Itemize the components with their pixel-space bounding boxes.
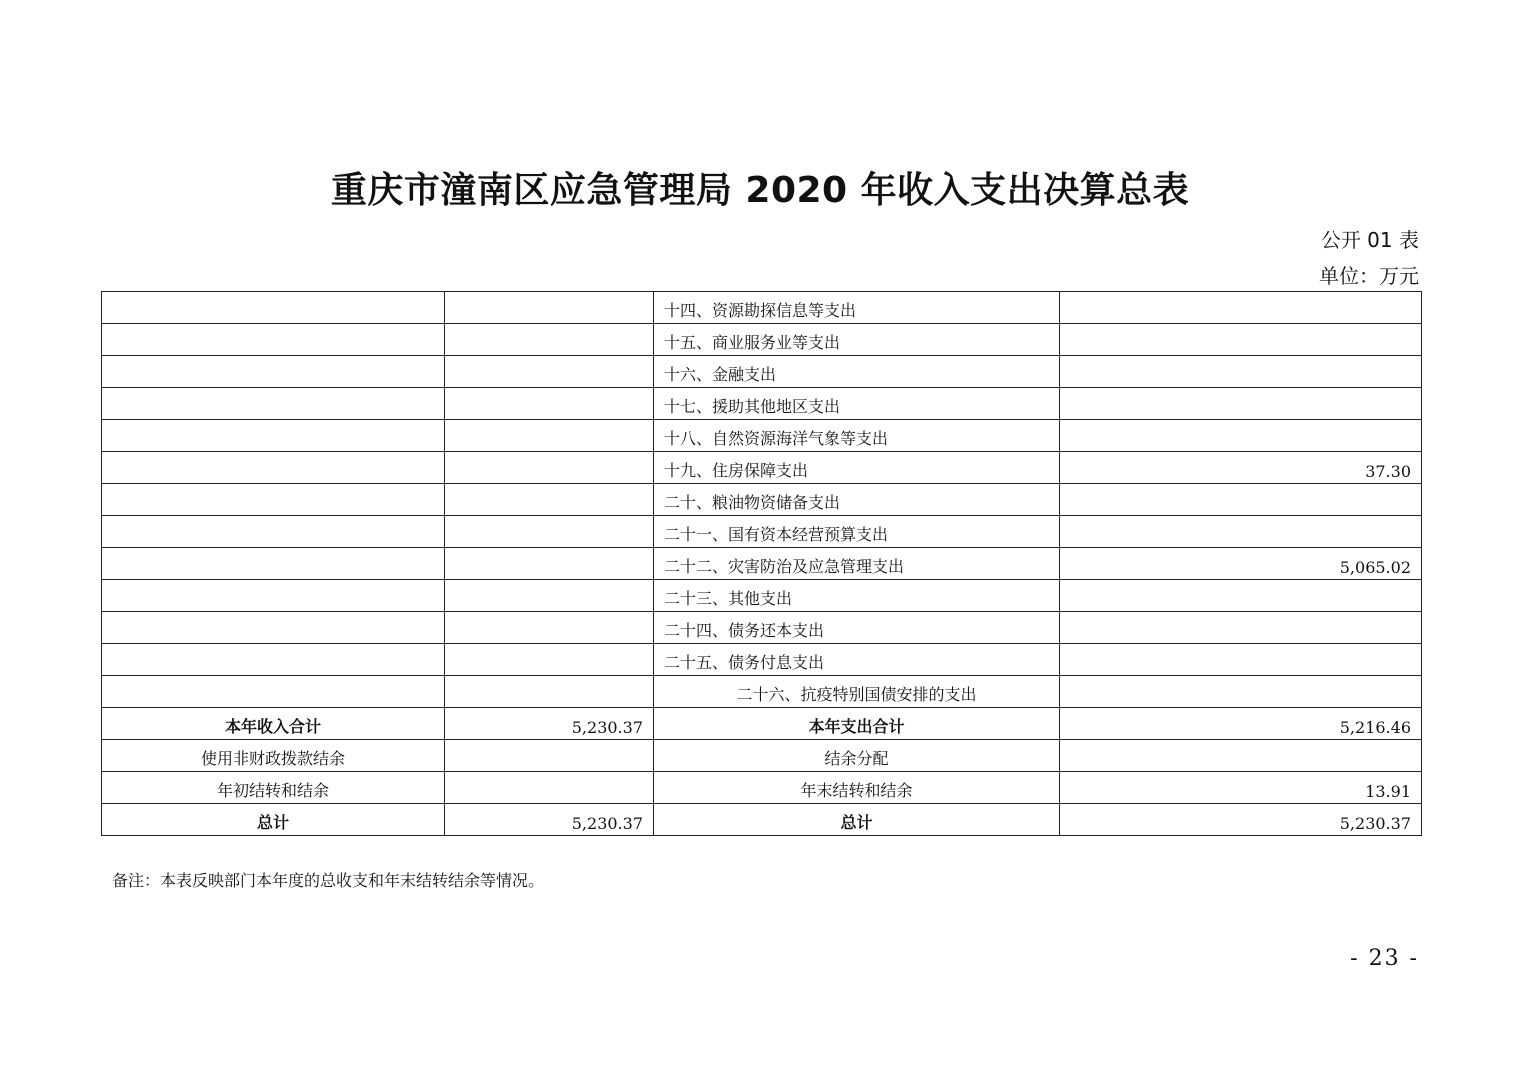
expense-item-cell: 十四、资源勘探信息等支出 <box>654 292 1060 324</box>
income-value-cell <box>445 516 654 548</box>
nonfiscal-value <box>445 740 654 772</box>
expense-value-cell <box>1060 644 1422 676</box>
expense-item-cell: 二十三、其他支出 <box>654 580 1060 612</box>
income-item-cell <box>102 644 445 676</box>
expense-item-cell: 十七、援助其他地区支出 <box>654 388 1060 420</box>
table-row <box>102 292 1422 324</box>
income-item-cell <box>102 356 445 388</box>
table-row <box>102 484 1422 516</box>
table-row <box>102 612 1422 644</box>
end-balance-value: 13.91 <box>1060 772 1422 804</box>
surplus-distribution-label: 结余分配 <box>654 740 1060 772</box>
expense-value-cell <box>1060 580 1422 612</box>
grand-total-right-label: 总计 <box>654 804 1060 836</box>
income-total-label: 本年收入合计 <box>102 708 445 740</box>
expense-item-cell: 二十、粮油物资储备支出 <box>654 484 1060 516</box>
table-row <box>102 388 1422 420</box>
income-value-cell <box>445 612 654 644</box>
expense-item-cell: 十九、住房保障支出 <box>654 452 1060 484</box>
expense-item-cell: 十六、金融支出 <box>654 356 1060 388</box>
page-title: 重庆市潼南区应急管理局 2020 年收入支出决算总表 <box>330 170 1190 211</box>
table-number: 公开 01 表 <box>1320 228 1419 252</box>
nonfiscal-label: 使用非财政拨款结余 <box>102 740 445 772</box>
table-row <box>102 580 1422 612</box>
grand-total-row <box>102 804 1422 836</box>
expense-item-cell: 二十二、灾害防治及应急管理支出 <box>654 548 1060 580</box>
table-row <box>102 356 1422 388</box>
expense-value-cell <box>1060 324 1422 356</box>
expense-value-cell <box>1060 516 1422 548</box>
income-item-cell <box>102 484 445 516</box>
surplus-distribution-value <box>1060 740 1422 772</box>
end-balance-label: 年末结转和结余 <box>654 772 1060 804</box>
table-row <box>102 548 1422 580</box>
table-row <box>102 324 1422 356</box>
expense-item-cell: 二十五、债务付息支出 <box>654 644 1060 676</box>
nonfiscal-surplus-row <box>102 740 1422 772</box>
expense-item-cell: 二十一、国有资本经营预算支出 <box>654 516 1060 548</box>
income-value-cell <box>445 484 654 516</box>
income-value-cell <box>445 292 654 324</box>
income-item-cell <box>102 388 445 420</box>
balance-row <box>102 772 1422 804</box>
expense-value-cell <box>1060 388 1422 420</box>
table-row <box>102 452 1422 484</box>
income-value-cell <box>445 388 654 420</box>
unit-label: 单位：万元 <box>1319 264 1419 288</box>
expense-value-cell <box>1060 420 1422 452</box>
expense-value-cell: 37.30 <box>1060 452 1422 484</box>
table-row <box>102 420 1422 452</box>
expense-value-cell <box>1060 292 1422 324</box>
income-item-cell <box>102 548 445 580</box>
income-item-cell <box>102 452 445 484</box>
page-number: - 23 - <box>1350 946 1419 971</box>
income-value-cell <box>445 644 654 676</box>
income-value-cell <box>445 324 654 356</box>
income-item-cell <box>102 516 445 548</box>
income-item-cell <box>102 324 445 356</box>
expense-item-cell: 十八、自然资源海洋气象等支出 <box>654 420 1060 452</box>
income-item-cell <box>102 612 445 644</box>
expense-total-label: 本年支出合计 <box>654 708 1060 740</box>
table-note: 备注：本表反映部门本年度的总收支和年末结转结余等情况。 <box>112 871 545 890</box>
grand-total-right-value: 5,230.37 <box>1060 804 1422 836</box>
income-value-cell <box>445 420 654 452</box>
income-item-cell <box>102 420 445 452</box>
expense-value-cell <box>1060 484 1422 516</box>
income-expense-total-row <box>102 708 1422 740</box>
income-item-cell <box>102 292 445 324</box>
expense-value-cell <box>1060 676 1422 708</box>
expense-item-cell: 二十六、抗疫特别国债安排的支出 <box>654 676 1060 708</box>
begin-balance-value <box>445 772 654 804</box>
income-value-cell <box>445 676 654 708</box>
expense-value-cell: 5,065.02 <box>1060 548 1422 580</box>
income-expense-table <box>101 291 1422 836</box>
income-item-cell <box>102 580 445 612</box>
expense-value-cell <box>1060 356 1422 388</box>
table-row <box>102 676 1422 708</box>
expense-total-value: 5,216.46 <box>1060 708 1422 740</box>
expense-value-cell <box>1060 612 1422 644</box>
income-value-cell <box>445 548 654 580</box>
grand-total-left-label: 总计 <box>102 804 445 836</box>
table-row <box>102 644 1422 676</box>
grand-total-left-value: 5,230.37 <box>445 804 654 836</box>
income-value-cell <box>445 356 654 388</box>
income-item-cell <box>102 676 445 708</box>
expense-item-cell: 十五、商业服务业等支出 <box>654 324 1060 356</box>
expense-item-cell: 二十四、债务还本支出 <box>654 612 1060 644</box>
table-row <box>102 516 1422 548</box>
income-value-cell <box>445 580 654 612</box>
income-total-value: 5,230.37 <box>445 708 654 740</box>
begin-balance-label: 年初结转和结余 <box>102 772 445 804</box>
income-value-cell <box>445 452 654 484</box>
